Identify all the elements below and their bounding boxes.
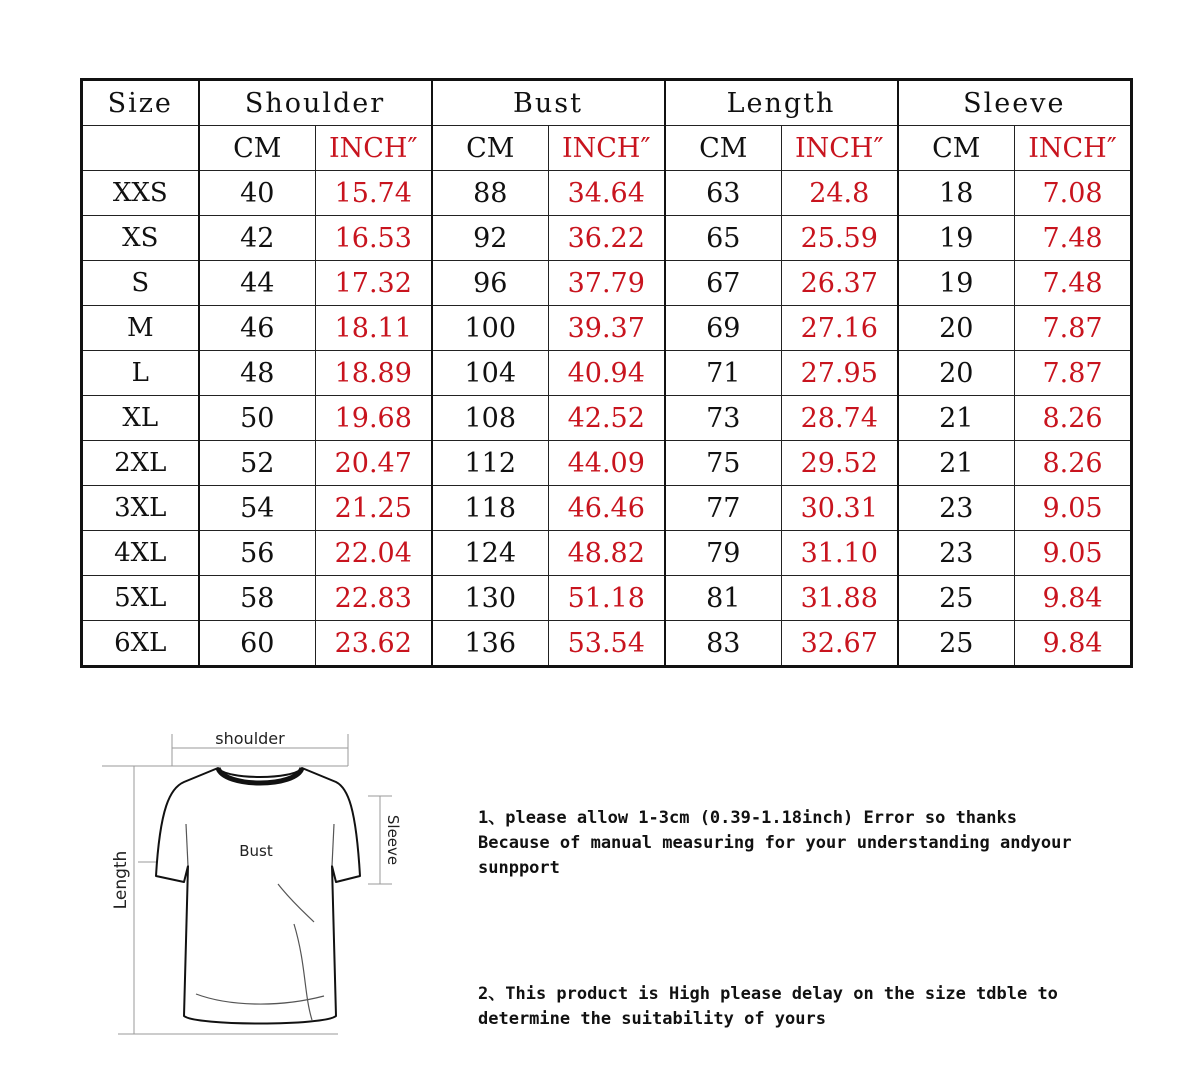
cm-value-cell: 112: [432, 441, 549, 486]
inch-value-cell: 8.26: [1015, 441, 1132, 486]
bust-label: Bust: [239, 842, 273, 860]
inch-value-cell: 39.37: [549, 306, 665, 351]
inch-value-cell: 40.94: [549, 351, 665, 396]
table-row: [82, 396, 1132, 441]
cm-value-cell: 50: [199, 396, 316, 441]
cm-value-cell: 23: [898, 486, 1015, 531]
group-header-length: Length: [665, 80, 898, 126]
cm-value-cell: 65: [665, 216, 782, 261]
cm-value-cell: 20: [898, 306, 1015, 351]
inch-value-cell: 7.87: [1015, 351, 1132, 396]
cm-value-cell: 18: [898, 171, 1015, 216]
note-line: Because of manual measuring for your understanding andyour: [478, 833, 1072, 853]
cm-value-cell: 63: [665, 171, 782, 216]
cm-value-cell: 46: [199, 306, 316, 351]
size-cell: 3XL: [82, 486, 199, 531]
group-header-bust: Bust: [432, 80, 665, 126]
inch-value-cell: 16.53: [316, 216, 432, 261]
shoulder-label: shoulder: [215, 729, 285, 748]
cm-value-cell: 104: [432, 351, 549, 396]
length-label: Length: [111, 850, 131, 910]
cm-value-cell: 25: [898, 621, 1015, 667]
cm-value-cell: 88: [432, 171, 549, 216]
table-row: [82, 621, 1132, 667]
cm-value-cell: 79: [665, 531, 782, 576]
inch-value-cell: 21.25: [316, 486, 432, 531]
size-cell: S: [82, 261, 199, 306]
inch-value-cell: 27.95: [782, 351, 898, 396]
inch-value-cell: 51.18: [549, 576, 665, 621]
inch-value-cell: 24.8: [782, 171, 898, 216]
cm-value-cell: 124: [432, 531, 549, 576]
inch-value-cell: 37.79: [549, 261, 665, 306]
unit-header-inch: INCH″: [1015, 126, 1132, 171]
unit-header-cm: CM: [199, 126, 316, 171]
inch-value-cell: 44.09: [549, 441, 665, 486]
inch-value-cell: 9.05: [1015, 486, 1132, 531]
cm-value-cell: 21: [898, 396, 1015, 441]
inch-value-cell: 8.26: [1015, 396, 1132, 441]
unit-header-cm: CM: [665, 126, 782, 171]
cm-value-cell: 21: [898, 441, 1015, 486]
unit-header-inch: INCH″: [549, 126, 665, 171]
inch-value-cell: 48.82: [549, 531, 665, 576]
unit-header-cm: CM: [898, 126, 1015, 171]
size-chart-table: [80, 78, 1133, 668]
cm-value-cell: 58: [199, 576, 316, 621]
inch-value-cell: 34.64: [549, 171, 665, 216]
inch-value-cell: 53.54: [549, 621, 665, 667]
size-table-body: [82, 171, 1132, 667]
table-row: [82, 576, 1132, 621]
group-header-shoulder: Shoulder: [199, 80, 432, 126]
inch-value-cell: 31.88: [782, 576, 898, 621]
note-line: determine the suitability of yours: [478, 1009, 826, 1029]
inch-value-cell: 27.16: [782, 306, 898, 351]
size-cell: XS: [82, 216, 199, 261]
table-row: [82, 306, 1132, 351]
inch-value-cell: 36.22: [549, 216, 665, 261]
size-cell: L: [82, 351, 199, 396]
cm-value-cell: 71: [665, 351, 782, 396]
cm-value-cell: 96: [432, 261, 549, 306]
inch-value-cell: 19.68: [316, 396, 432, 441]
unit-header-cm: CM: [432, 126, 549, 171]
cm-value-cell: 92: [432, 216, 549, 261]
size-header: Size: [82, 80, 199, 126]
cm-value-cell: 19: [898, 261, 1015, 306]
cm-value-cell: 69: [665, 306, 782, 351]
inch-value-cell: 25.59: [782, 216, 898, 261]
cm-value-cell: 136: [432, 621, 549, 667]
cm-value-cell: 52: [199, 441, 316, 486]
cm-value-cell: 42: [199, 216, 316, 261]
inch-value-cell: 22.83: [316, 576, 432, 621]
cm-value-cell: 54: [199, 486, 316, 531]
unit-header-row: [82, 126, 1132, 171]
unit-header-inch: INCH″: [316, 126, 432, 171]
table-row: [82, 486, 1132, 531]
cm-value-cell: 108: [432, 396, 549, 441]
inch-value-cell: 20.47: [316, 441, 432, 486]
unit-header-inch: INCH″: [782, 126, 898, 171]
note-line: 1、please allow 1-3cm (0.39-1.18inch) Error so thanks: [478, 808, 1017, 828]
table-row: [82, 216, 1132, 261]
cm-value-cell: 20: [898, 351, 1015, 396]
table-row: [82, 351, 1132, 396]
inch-value-cell: 32.67: [782, 621, 898, 667]
unit-header-empty: [82, 126, 199, 171]
cm-value-cell: 118: [432, 486, 549, 531]
cm-value-cell: 19: [898, 216, 1015, 261]
inch-value-cell: 22.04: [316, 531, 432, 576]
group-header-row: [82, 80, 1132, 126]
inch-value-cell: 9.84: [1015, 576, 1132, 621]
cm-value-cell: 130: [432, 576, 549, 621]
cm-value-cell: 100: [432, 306, 549, 351]
inch-value-cell: 30.31: [782, 486, 898, 531]
inch-value-cell: 9.05: [1015, 531, 1132, 576]
inch-value-cell: 31.10: [782, 531, 898, 576]
table-row: [82, 441, 1132, 486]
cm-value-cell: 81: [665, 576, 782, 621]
inch-value-cell: 7.48: [1015, 261, 1132, 306]
size-cell: 5XL: [82, 576, 199, 621]
size-cell: XL: [82, 396, 199, 441]
size-cell: M: [82, 306, 199, 351]
inch-value-cell: 9.84: [1015, 621, 1132, 667]
table-row: [82, 261, 1132, 306]
inch-value-cell: 15.74: [316, 171, 432, 216]
inch-value-cell: 7.87: [1015, 306, 1132, 351]
inch-value-cell: 7.08: [1015, 171, 1132, 216]
cm-value-cell: 73: [665, 396, 782, 441]
inch-value-cell: 28.74: [782, 396, 898, 441]
size-cell: 4XL: [82, 531, 199, 576]
inch-value-cell: 46.46: [549, 486, 665, 531]
size-cell: XXS: [82, 171, 199, 216]
cm-value-cell: 75: [665, 441, 782, 486]
size-cell: 2XL: [82, 441, 199, 486]
inch-value-cell: 7.48: [1015, 216, 1132, 261]
cm-value-cell: 83: [665, 621, 782, 667]
size-cell: 6XL: [82, 621, 199, 667]
cm-value-cell: 60: [199, 621, 316, 667]
table-row: [82, 531, 1132, 576]
cm-value-cell: 48: [199, 351, 316, 396]
cm-value-cell: 77: [665, 486, 782, 531]
note-size-advice: [478, 982, 1178, 1032]
inch-value-cell: 26.37: [782, 261, 898, 306]
inch-value-cell: 29.52: [782, 441, 898, 486]
note-line: sunpport: [478, 858, 560, 878]
cm-value-cell: 44: [199, 261, 316, 306]
inch-value-cell: 18.89: [316, 351, 432, 396]
cm-value-cell: 23: [898, 531, 1015, 576]
note-error-tolerance: [478, 806, 1178, 881]
note-line: 2、This product is High please delay on the size tdble to: [478, 984, 1058, 1004]
cm-value-cell: 40: [199, 171, 316, 216]
table-row: [82, 171, 1132, 216]
group-header-sleeve: Sleeve: [898, 80, 1132, 126]
tshirt-measure-icon: [98, 724, 418, 1054]
inch-value-cell: 42.52: [549, 396, 665, 441]
cm-value-cell: 67: [665, 261, 782, 306]
cm-value-cell: 25: [898, 576, 1015, 621]
inch-value-cell: 23.62: [316, 621, 432, 667]
inch-value-cell: 18.11: [316, 306, 432, 351]
cm-value-cell: 56: [199, 531, 316, 576]
inch-value-cell: 17.32: [316, 261, 432, 306]
sleeve-label: Sleeve: [384, 814, 402, 866]
